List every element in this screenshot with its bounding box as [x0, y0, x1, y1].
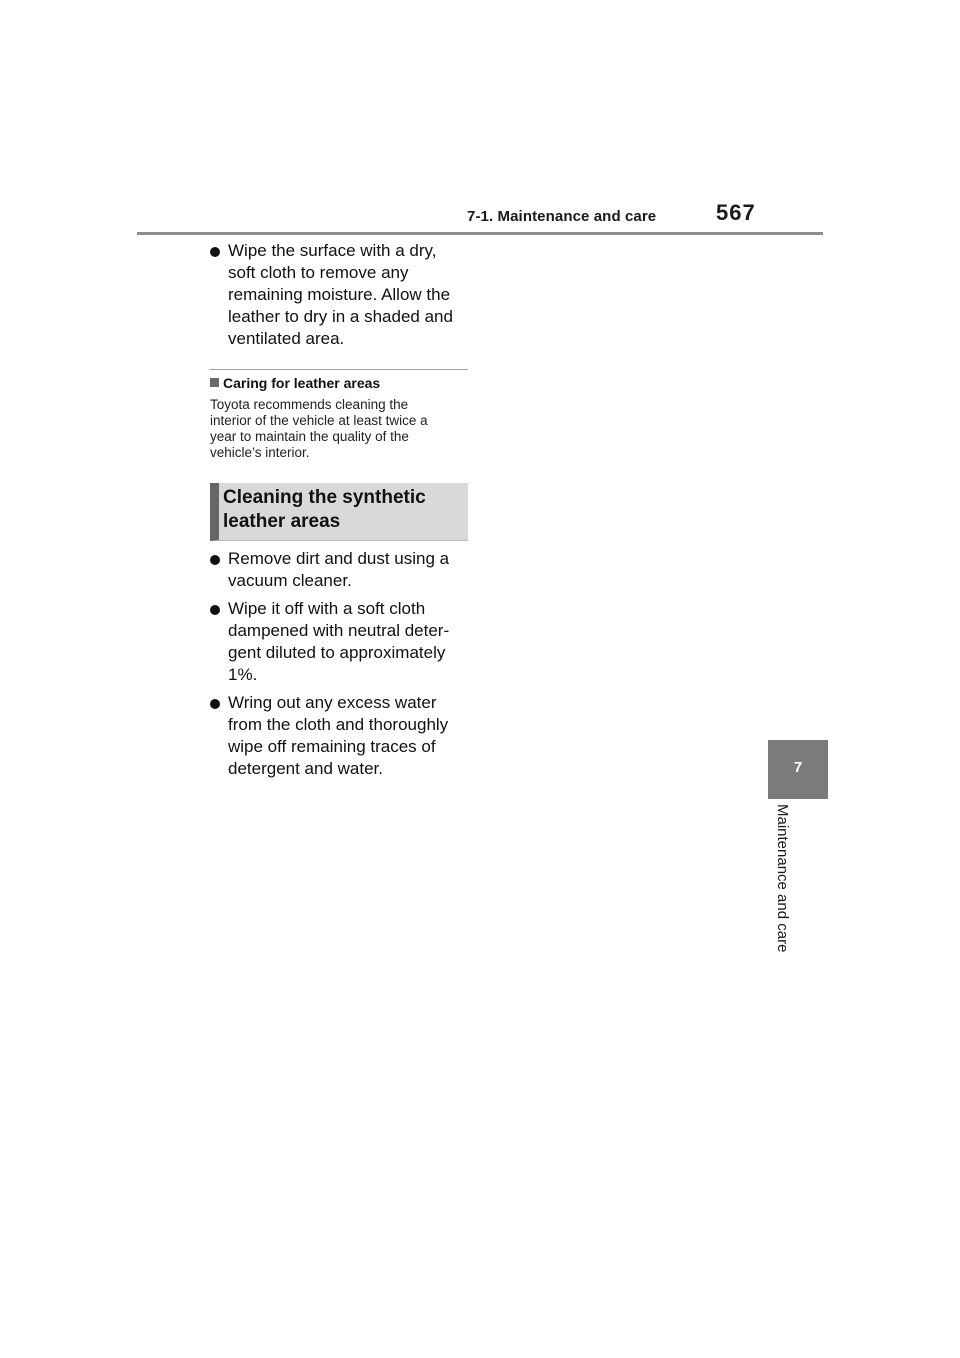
section-heading-line: Cleaning the synthetic — [223, 487, 426, 508]
chapter-tab-label: Maintenance and care — [774, 804, 791, 953]
square-bullet-icon — [210, 378, 219, 387]
bullet-wipe-dry — [210, 240, 472, 350]
chapter-tab-number: 7 — [768, 740, 828, 799]
note-divider — [210, 369, 468, 370]
note-line: Toyota recommends cleaning the — [210, 397, 409, 412]
bullet-line: detergent and water. — [228, 759, 384, 778]
note-line: interior of the vehicle at least twice a — [210, 413, 428, 428]
bullet-line: Wring out any excess water — [228, 693, 437, 712]
bullet-line: leather to dry in a shaded and — [228, 307, 453, 326]
bullet-line: Wipe the surface with a dry, — [228, 241, 437, 260]
note-title — [210, 374, 472, 392]
section-heading — [210, 483, 468, 541]
bullet-line: gent diluted to approximately — [228, 643, 446, 662]
bullet-remove-dirt — [210, 548, 472, 592]
bullet-line: soft cloth to remove any — [228, 263, 409, 282]
bullet-line: Remove dirt and dust using a — [228, 549, 450, 568]
note-body — [210, 397, 472, 461]
bullet-dot-icon — [210, 605, 220, 615]
header-rule — [137, 232, 823, 235]
bullet-line: 1%. — [228, 665, 258, 684]
section-heading-line: leather areas — [223, 511, 341, 532]
bullet-line: vacuum cleaner. — [228, 571, 352, 590]
bullet-dot-icon — [210, 247, 220, 257]
note-line: vehicle’s interior. — [210, 445, 310, 460]
main-column — [210, 240, 472, 786]
bullet-dot-icon — [210, 699, 220, 709]
bullet-line: ventilated area. — [228, 329, 345, 348]
note-line: year to maintain the quality of the — [210, 429, 409, 444]
bullet-line: from the cloth and thoroughly — [228, 715, 449, 734]
bullet-line: wipe off remaining traces of — [228, 737, 436, 756]
bullet-wipe-soft-cloth — [210, 598, 472, 686]
bullet-dot-icon — [210, 555, 220, 565]
bullet-line: Wipe it off with a soft cloth — [228, 599, 426, 618]
note-title-text: Caring for leather areas — [223, 375, 381, 391]
bullet-line: remaining moisture. Allow the — [228, 285, 451, 304]
bullet-wring-out — [210, 692, 472, 780]
header-section-title: 7-1. Maintenance and care — [467, 208, 657, 225]
page-number: 567 — [716, 200, 756, 225]
bullet-line: dampened with neutral deter- — [228, 621, 450, 640]
